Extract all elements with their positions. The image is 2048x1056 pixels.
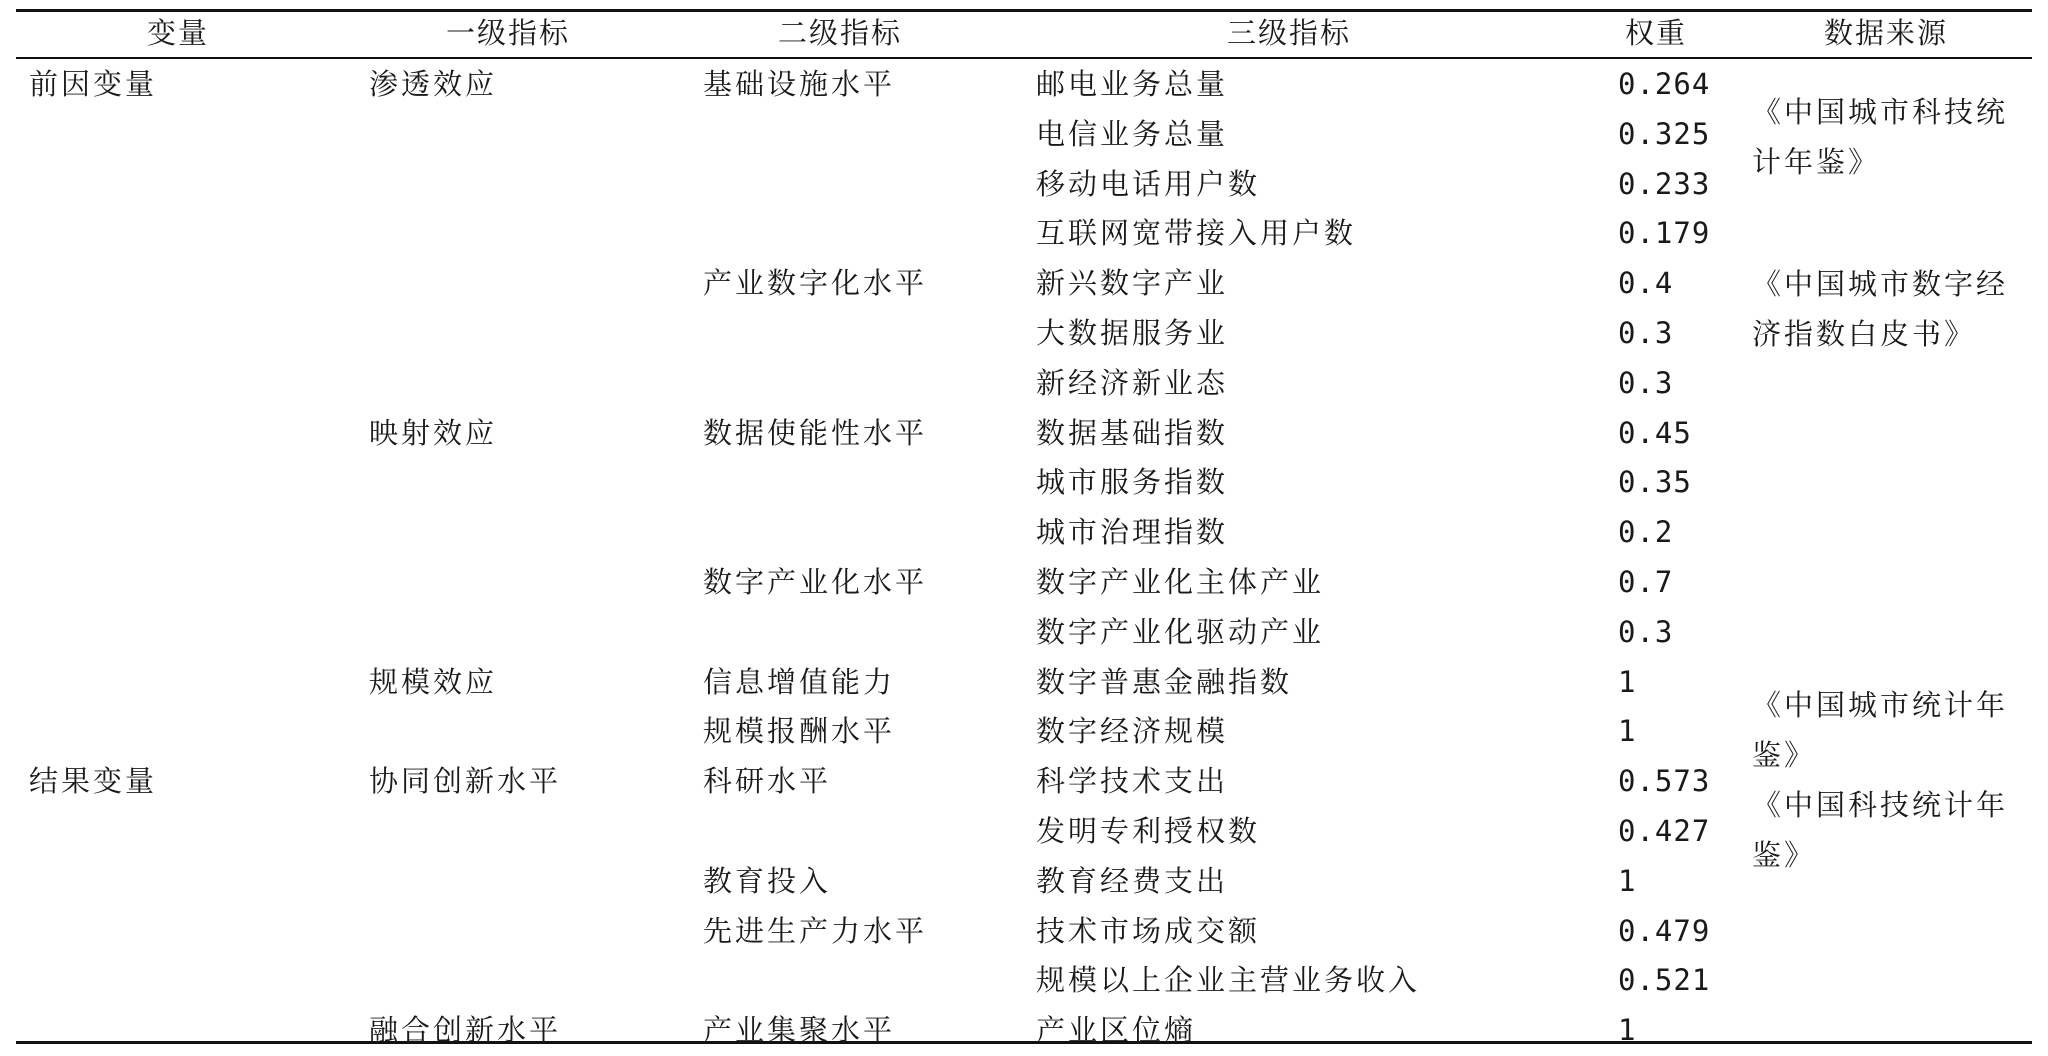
level2-cell: 产业集聚水平 xyxy=(703,1013,896,1047)
weight-cell: 0.2 xyxy=(1618,515,1674,549)
level2-cell: 产业数字化水平 xyxy=(703,266,928,300)
source-cell: 《中国城市统计年鉴》 xyxy=(1752,688,2009,772)
weight-cell: 0.3 xyxy=(1618,615,1674,649)
table-header-rule xyxy=(16,57,2032,59)
weight-cell: 1 xyxy=(1618,665,1637,699)
level2-cell: 信息增值能力 xyxy=(703,665,896,699)
weight-cell: 0.325 xyxy=(1618,117,1711,151)
source-cell: 《中国城市数字经济指数白皮书》 xyxy=(1752,267,2009,351)
weight-cell: 0.35 xyxy=(1618,465,1692,499)
level3-cell: 新经济新业态 xyxy=(1036,366,1229,400)
level3-cell: 规模以上企业主营业务收入 xyxy=(1036,963,1421,997)
level3-cell: 数字产业化驱动产业 xyxy=(1036,615,1325,649)
source-cell: 《中国科技统计年鉴》 xyxy=(1752,788,2009,872)
level3-cell: 技术市场成交额 xyxy=(1036,914,1261,948)
header-level3: 三级指标 xyxy=(1227,16,1352,50)
level3-cell: 教育经费支出 xyxy=(1036,864,1229,898)
weight-cell: 1 xyxy=(1618,1013,1637,1047)
level3-cell: 数字普惠金融指数 xyxy=(1036,665,1293,699)
level3-cell: 产业区位熵 xyxy=(1036,1013,1197,1047)
weight-cell: 0.233 xyxy=(1618,167,1711,201)
level1-cell: 规模效应 xyxy=(369,665,498,699)
level2-cell: 科研水平 xyxy=(703,764,832,798)
header-level1: 一级指标 xyxy=(446,16,571,50)
weight-cell: 0.264 xyxy=(1618,67,1711,101)
level3-cell: 邮电业务总量 xyxy=(1036,67,1229,101)
header-level2: 二级指标 xyxy=(778,16,903,50)
weight-cell: 0.3 xyxy=(1618,366,1674,400)
variable-cell: 结果变量 xyxy=(29,764,158,798)
level2-cell: 基础设施水平 xyxy=(703,67,896,101)
level2-cell: 规模报酬水平 xyxy=(703,714,896,748)
table-bottom-rule xyxy=(16,1041,2032,1044)
header-variable: 变量 xyxy=(147,16,210,50)
weight-cell: 1 xyxy=(1618,864,1637,898)
weight-cell: 0.45 xyxy=(1618,416,1692,450)
header-weight: 权重 xyxy=(1625,16,1688,50)
level3-cell: 城市服务指数 xyxy=(1036,465,1229,499)
level3-cell: 电信业务总量 xyxy=(1036,117,1229,151)
level1-cell: 渗透效应 xyxy=(369,67,498,101)
weight-cell: 0.3 xyxy=(1618,316,1674,350)
level1-cell: 融合创新水平 xyxy=(369,1013,562,1047)
level3-cell: 科学技术支出 xyxy=(1036,764,1229,798)
level2-cell: 教育投入 xyxy=(703,864,832,898)
level3-cell: 数据基础指数 xyxy=(1036,416,1229,450)
weight-cell: 0.521 xyxy=(1618,963,1711,997)
level3-cell: 新兴数字产业 xyxy=(1036,266,1229,300)
table-top-rule xyxy=(16,9,2032,12)
level3-cell: 移动电话用户数 xyxy=(1036,167,1261,201)
level3-cell: 数字产业化主体产业 xyxy=(1036,565,1325,599)
variable-cell: 前因变量 xyxy=(29,67,158,101)
level2-cell: 数字产业化水平 xyxy=(703,565,928,599)
weight-cell: 1 xyxy=(1618,714,1637,748)
level3-cell: 大数据服务业 xyxy=(1036,316,1229,350)
level2-cell: 先进生产力水平 xyxy=(703,914,928,948)
level3-cell: 城市治理指数 xyxy=(1036,515,1229,549)
source-cell: 《中国城市科技统计年鉴》 xyxy=(1752,95,2009,179)
weight-cell: 0.7 xyxy=(1618,565,1674,599)
level1-cell: 协同创新水平 xyxy=(369,764,562,798)
level3-cell: 数字经济规模 xyxy=(1036,714,1229,748)
level1-cell: 映射效应 xyxy=(369,416,498,450)
weight-cell: 0.4 xyxy=(1618,266,1674,300)
weight-cell: 0.479 xyxy=(1618,914,1711,948)
level2-cell: 数据使能性水平 xyxy=(703,416,928,450)
weight-cell: 0.573 xyxy=(1618,764,1711,798)
weight-cell: 0.179 xyxy=(1618,216,1711,250)
level3-cell: 互联网宽带接入用户数 xyxy=(1036,216,1357,250)
weight-cell: 0.427 xyxy=(1618,814,1711,848)
header-source: 数据来源 xyxy=(1824,16,1949,50)
level3-cell: 发明专利授权数 xyxy=(1036,814,1261,848)
